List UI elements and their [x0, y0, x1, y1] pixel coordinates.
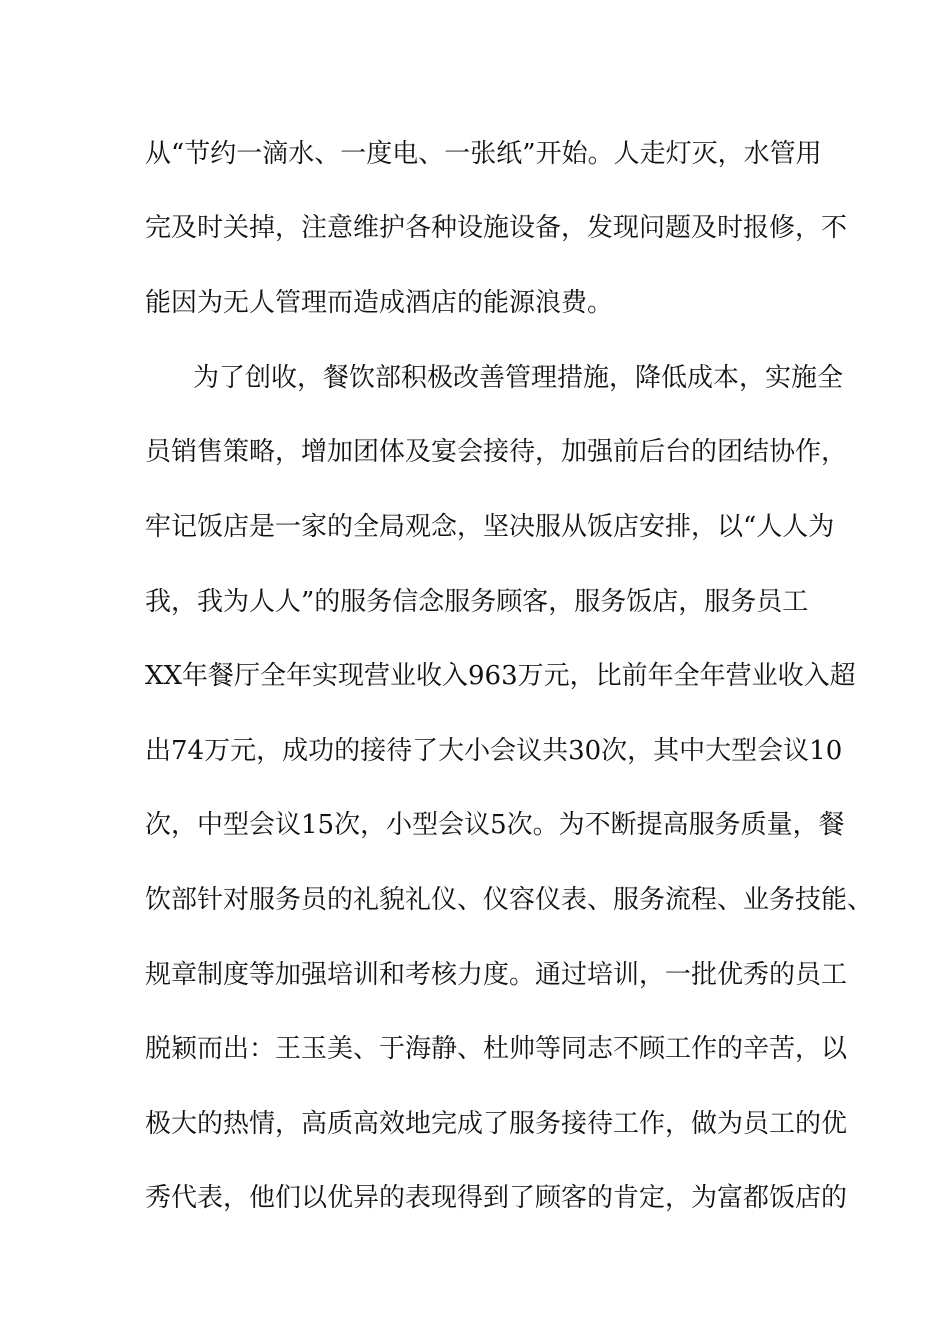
text-line-8: XX年餐厅全年实现营业收入963万元，比前年全年营业收入超 — [145, 661, 856, 691]
text-line-10: 次，中型会议15次，小型会议5次。为不断提高服务质量，餐 — [145, 810, 845, 840]
text-line-6: 牢记饭店是一家的全局观念，坚决服从饭店安排，以“人人为 — [145, 512, 835, 542]
text-line-9: 出74万元，成功的接待了大小会议共30次，其中大型会议10 — [145, 736, 843, 766]
text-line-1: 从“节约一滴水、一度电、一张纸”开始。人走灯灭，水管用 — [145, 139, 822, 169]
text-line-7: 我，我为人人”的服务信念服务顾客，服务饭店，服务员工 — [145, 587, 809, 617]
text-line-14: 极大的热情，高质高效地完成了服务接待工作，做为员工的优 — [145, 1109, 848, 1139]
text-line-11: 饮部针对服务员的礼貌礼仪、仪容仪表、服务流程、业务技能、 — [145, 885, 874, 915]
paragraph-start-line: 为了创收，餐饮部积极改善管理措施，降低成本，实施全 — [193, 363, 844, 393]
text-line-12: 规章制度等加强培训和考核力度。通过培训，一批优秀的员工 — [145, 960, 848, 990]
text-line-2: 完及时关掉，注意维护各种设施设备，发现问题及时报修，不 — [145, 213, 848, 243]
text-line-13: 脱颖而出：王玉美、于海静、杜帅等同志不顾工作的辛苦，以 — [145, 1034, 848, 1064]
text-line-5: 员销售策略，增加团体及宴会接待，加强前后台的团结协作， — [145, 437, 848, 467]
text-line-15: 秀代表，他们以优异的表现得到了顾客的肯定，为富都饭店的 — [145, 1183, 848, 1213]
text-line-3: 能因为无人管理而造成酒店的能源浪费。 — [145, 288, 614, 318]
